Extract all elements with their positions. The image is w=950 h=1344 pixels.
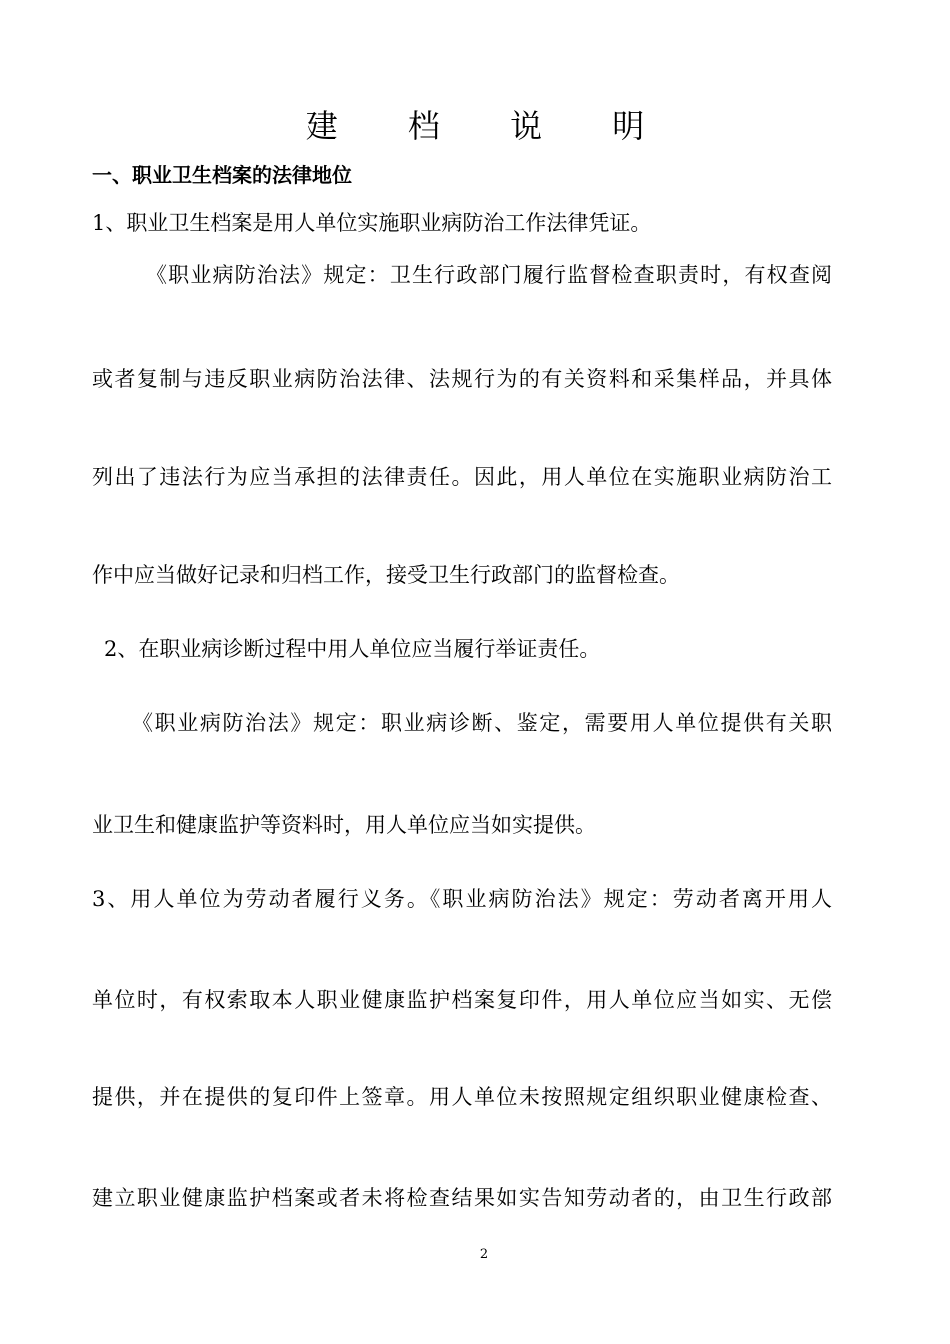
paragraph-line: 1、职业卫生档案是用人单位实施职业病防治工作法律凭证。 [92,211,652,235]
paragraph-line: 2、在职业病诊断过程中用人单位应当履行举证责任。 [104,637,601,661]
paragraph-line: 或者复制与违反职业病防治法律、法规行为的有关资料和采集样品，并具体 [92,367,832,391]
paragraph-line: 《职业病防治法》规定：卫生行政部门履行监督检查职责时，有权查阅 [146,263,832,287]
paragraph-line: 《职业病防治法》规定：职业病诊断、鉴定，需要用人单位提供有关职 [132,711,832,735]
document-title: 建 档 说 明 [305,107,675,145]
paragraph-line: 作中应当做好记录和归档工作，接受卫生行政部门的监督检查。 [92,563,680,587]
page-number: 2 [479,1247,489,1262]
paragraph-line: 列出了违法行为应当承担的法律责任。因此，用人单位在实施职业病防治工 [92,465,832,489]
section-heading: 一、职业卫生档案的法律地位 [92,163,352,187]
paragraph-line: 业卫生和健康监护等资料时，用人单位应当如实提供。 [92,813,596,837]
paragraph-line: 建立职业健康监护档案或者未将检查结果如实告知劳动者的，由卫生行政部 [92,1186,832,1210]
paragraph-line: 单位时，有权索取本人职业健康监护档案复印件，用人单位应当如实、无偿 [92,988,832,1012]
paragraph-line: 3、用人单位为劳动者履行义务。《职业病防治法》规定：劳动者离开用人 [92,887,832,911]
paragraph-line: 提供，并在提供的复印件上签章。用人单位未按照规定组织职业健康检查、 [92,1085,832,1109]
